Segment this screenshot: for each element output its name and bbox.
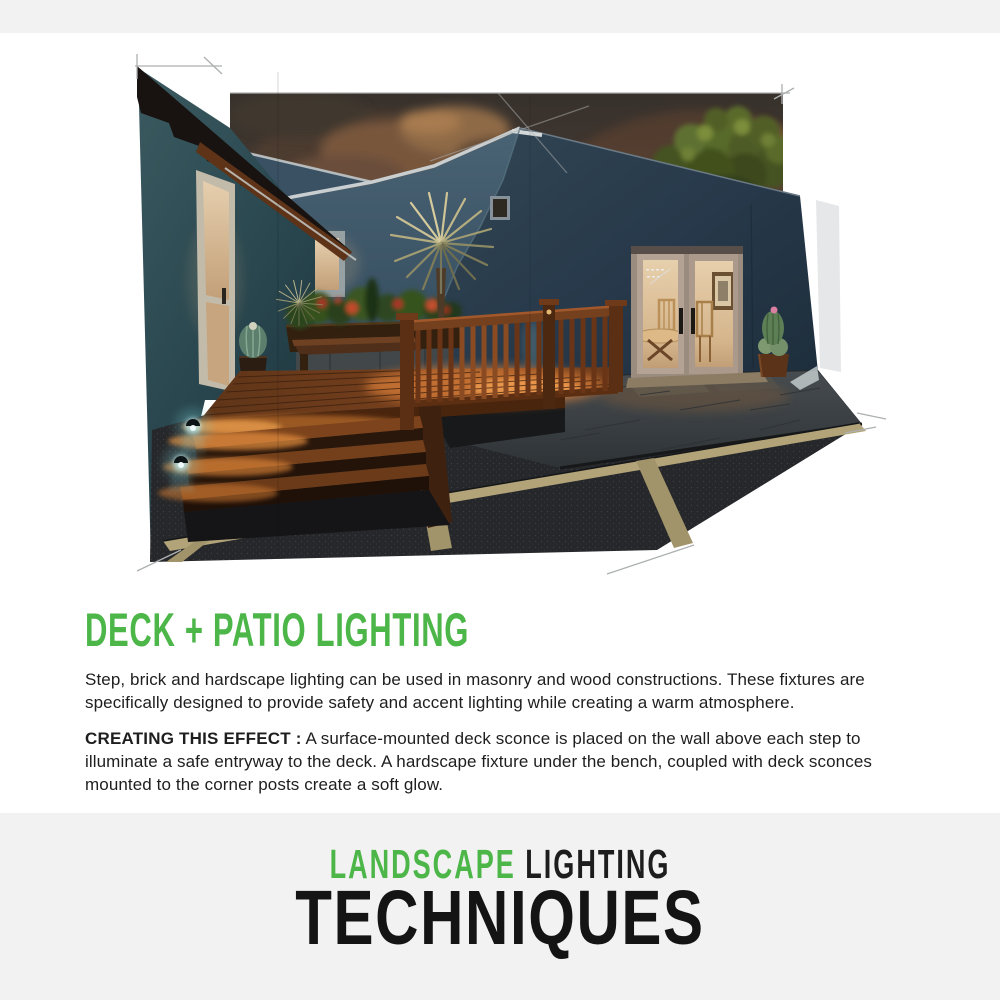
door-handle-left [679, 308, 683, 334]
door-handle [222, 288, 226, 304]
intro-paragraph: Step, brick and hardscape lighting can be used in masonry and wood constructions. These fixtures are specifically designed to provide safety and accent lighting while creating a warm atmosphere. [85, 670, 865, 712]
effect-text: A surface-mounted deck sconce is placed on the wall above each step to illuminate a safe entryway to the deck. A hardscape fixture under the bench, coupled with deck sconces mounted to the corner posts create a soft glow. [85, 729, 872, 794]
series-title: TECHNIQUES [295, 875, 705, 961]
article-section [85, 603, 930, 809]
attic-window [490, 196, 510, 220]
footer-band [0, 813, 1000, 1000]
effect-paragraph [85, 727, 930, 796]
gray-side-panel [816, 200, 841, 372]
cactus-flower [771, 307, 778, 314]
effect-label: CREATING THIS EFFECT : [85, 729, 302, 748]
brand-landscape: LANDSCAPE [329, 841, 516, 887]
door-handle-right [691, 308, 695, 334]
brand-lighting: LIGHTING [525, 841, 671, 887]
page-title: DECK + PATIO LIGHTING [85, 603, 470, 656]
